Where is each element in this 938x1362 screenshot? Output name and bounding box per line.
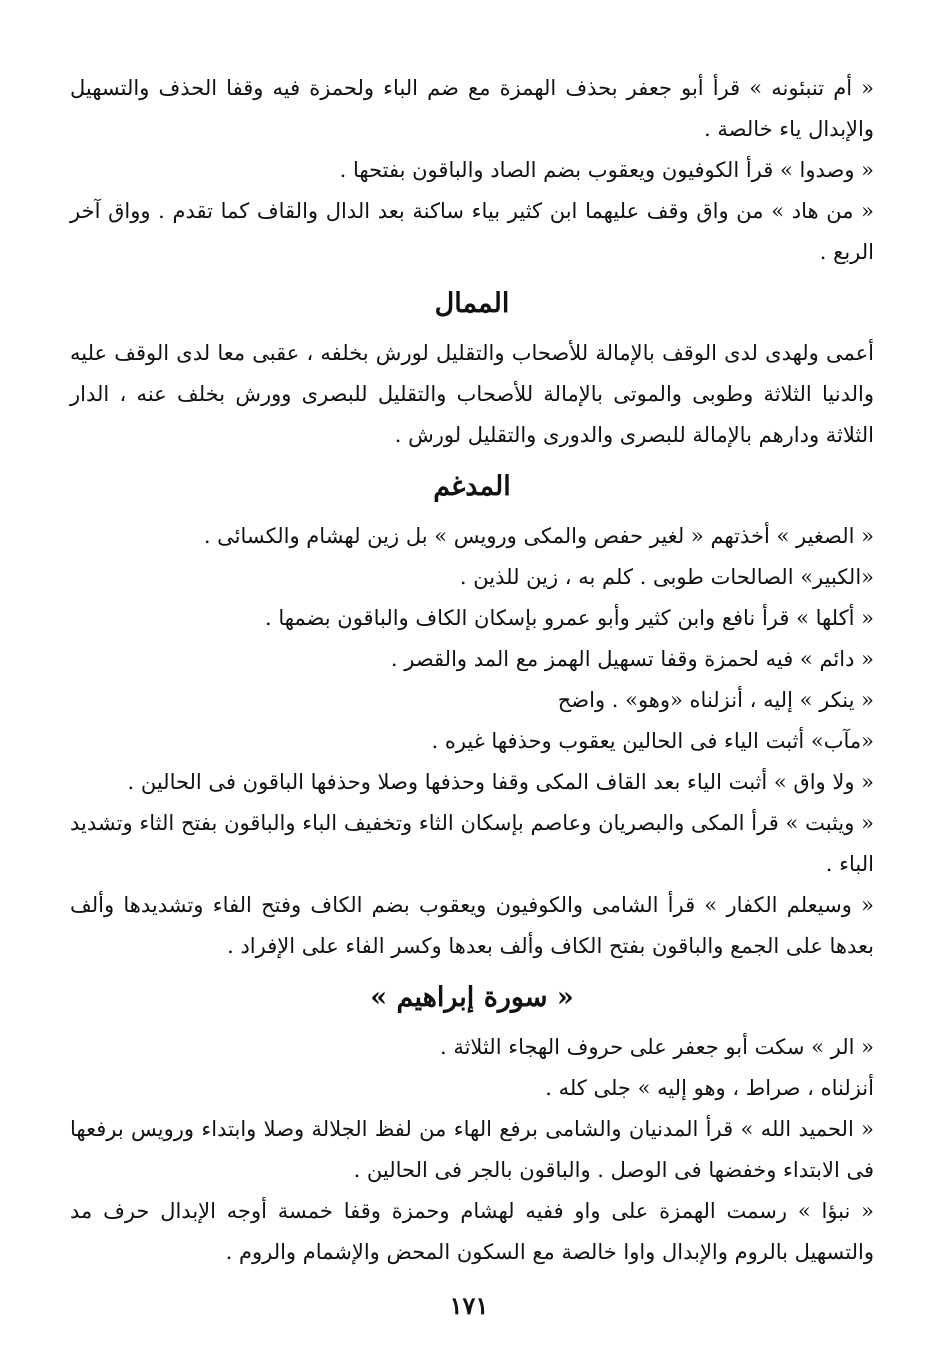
surah-section	[70, 1027, 874, 1273]
paragraph: أعمى ولهدى لدى الوقف بالإمالة للأصحاب والتقليل لورش بخلفه ، عقبى معا لدى الوقف عليه والدنيا الثلاثة وطوبى والموتى بالإمالة للأصحاب والتقليل للبصرى وورش بخلف عنه ، الدار الثلاثة ودارهم بالإمالة للبصرى والدورى والتقليل لورش .	[70, 341, 874, 447]
paragraph: « من هاد » من واق وقف عليهما ابن كثير بياء ساكنة بعد الدال والقاف كما تقدم . وواق آخر الربع .	[70, 199, 874, 264]
paragraph: «مآب» أثبت الياء فى الحالين يعقوب وحذفها غيره .	[431, 729, 874, 753]
mudgham-section	[70, 516, 874, 967]
paragraph: « الصغير » أخذتهم « لغير حفص والمكى ورويس » بل زين لهشام والكسائى .	[203, 524, 874, 548]
paragraph: أنزلناه ، صراط ، وهو إليه » جلى كله .	[545, 1076, 874, 1100]
paragraph: « دائم » فيه لحمزة وقفا تسهيل الهمز مع المد والقصر .	[390, 647, 874, 671]
paragraph: «الكبير» الصالحات طوبى . كلم به ، زين للذين .	[459, 565, 874, 589]
heading-surah-ibrahim: « سورة إبراهيم »	[370, 982, 574, 1013]
heading-mudgham: المدغم	[433, 471, 511, 502]
paragraph: « أم تنبئونه » قرأ أبو جعفر بحذف الهمزة مع ضم الباء ولحمزة فيه وقفا الحذف والتسهيل والإبدال ياء خالصة .	[70, 76, 874, 141]
paragraph: « وصدوا » قرأ الكوفيون ويعقوب بضم الصاد والباقون بفتحها .	[339, 158, 874, 182]
page-number: ١٧١	[449, 1291, 489, 1320]
paragraph: « الر » سكت أبو جعفر على حروف الهجاء الثلاثة .	[439, 1035, 874, 1059]
paragraph: « نبؤا » رسمت الهمزة على واو ففيه لهشام وحمزة وقفا خمسة أوجه الإبدال حرف مد والتسهيل بالروم والإبدال واوا خالصة مع السكون المحض والإشمام والروم .	[70, 1199, 874, 1264]
mumal-section	[70, 333, 874, 456]
paragraph: « الحميد الله » قرأ المدنيان والشامى برفع الهاء من لفظ الجلالة وصلا وابتداء ورويس برفعها فى الابتداء وخفضها فى الوصل . والباقون بالجر فى الحالين .	[70, 1117, 874, 1182]
paragraph: « ويثبت » قرأ المكى والبصريان وعاصم بإسكان الثاء وتخفيف الباء والباقون بفتح الثاء وتشديد الباء .	[70, 811, 874, 876]
intro-section	[70, 68, 874, 273]
paragraph: « ينكر » إليه ، أنزلناه «وهو» . واضح	[557, 688, 874, 712]
paragraph: « وسيعلم الكفار » قرأ الشامى والكوفيون ويعقوب بضم الكاف وفتح الفاء وتشديدها وألف بعدها على الجمع والباقون بفتح الكاف وألف بعدها وكسر الفاء على الإفراد .	[70, 893, 874, 958]
paragraph: « ولا واق » أثبت الياء بعد القاف المكى وقفا وحذفها وصلا وحذفها الباقون فى الحالين .	[127, 770, 874, 794]
heading-mumal: الممال	[434, 288, 510, 319]
paragraph: « أكلها » قرأ نافع وابن كثير وأبو عمرو بإسكان الكاف والباقون بضمها .	[264, 606, 874, 630]
